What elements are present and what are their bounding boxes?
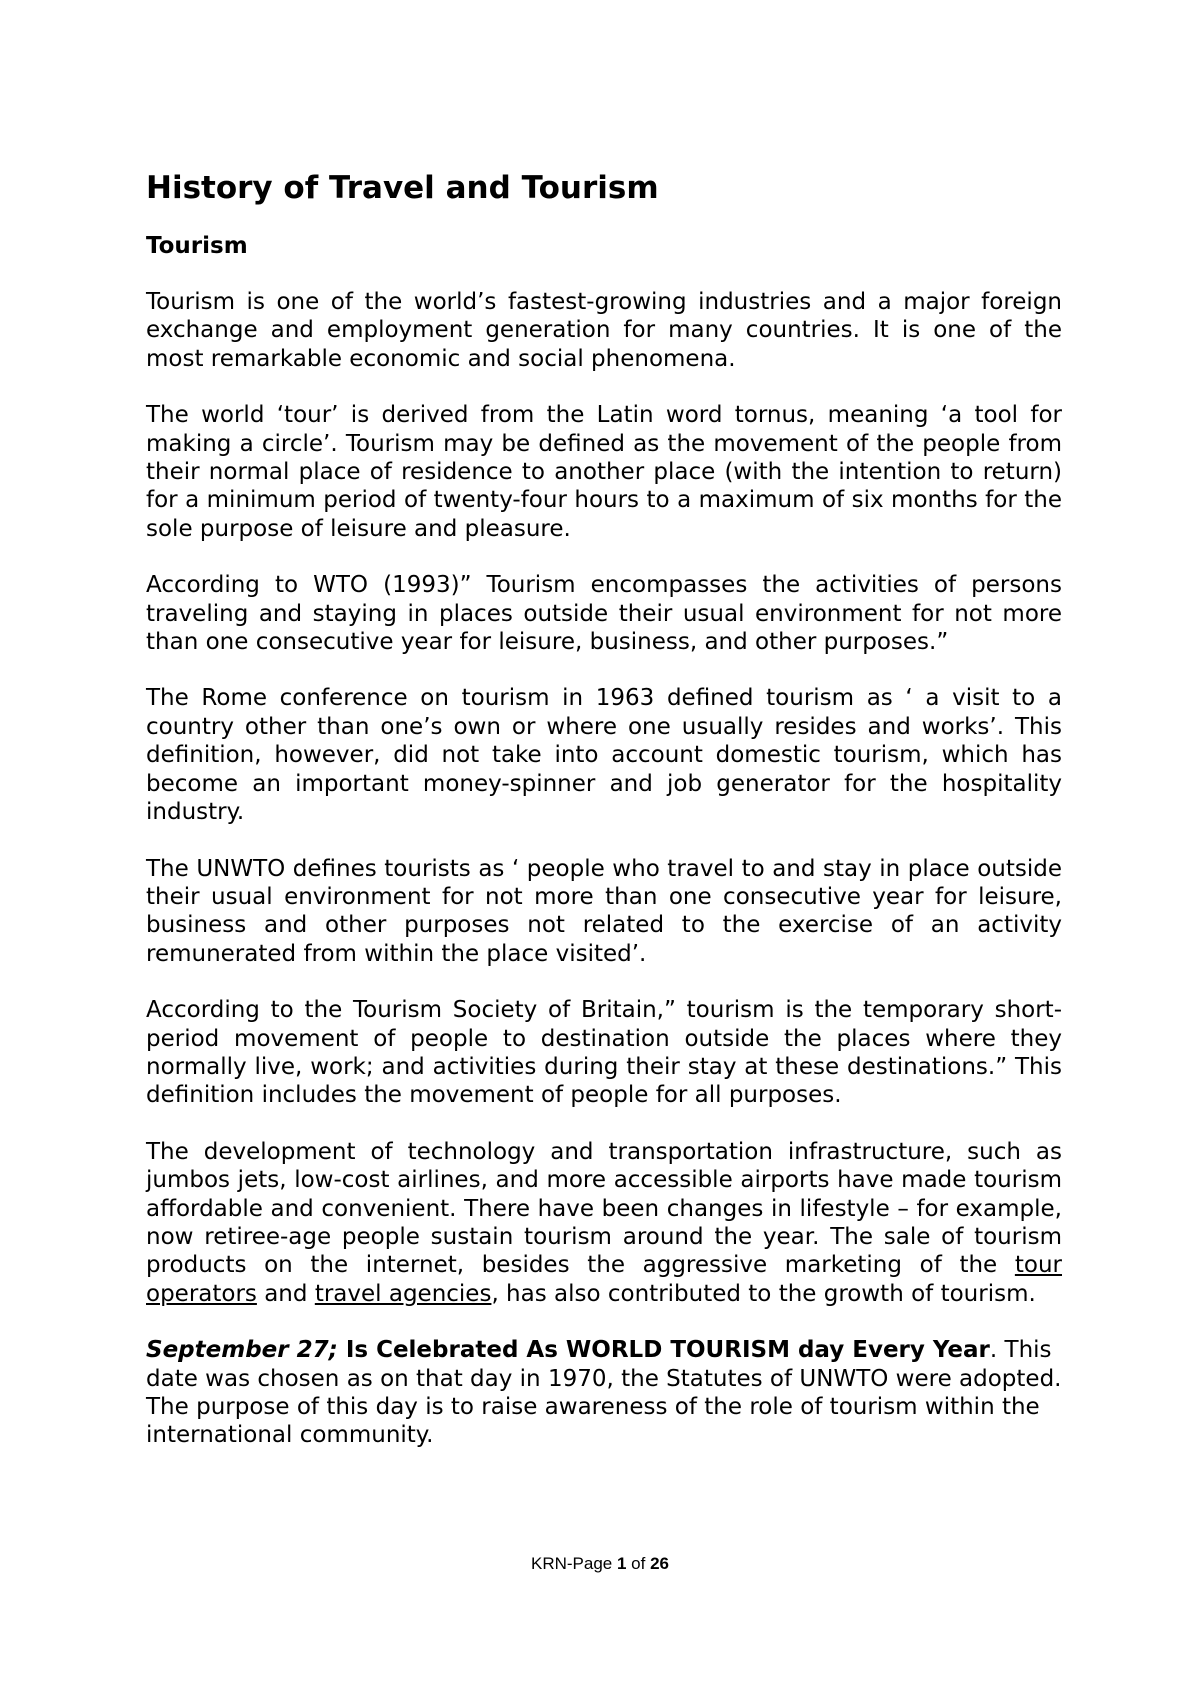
tour-operators-link[interactable]: tour operators — [146, 1252, 1062, 1307]
paragraph-world-tourism-day — [146, 1336, 1062, 1450]
development-text-3: , has also contributed to the growth of tourism. — [491, 1280, 1036, 1307]
paragraph-rome-conference: The Rome conference on tourism in 1963 defined tourism as ‘ a visit to a country other than one’s own or where one usually resides and works’. This definition, however, did not take into account domestic tourism, which has become an important money-spinner and job generator for the hospitality industry. — [146, 685, 1062, 826]
paragraph-unwto-definition: The UNWTO defines tourists as ‘ people who travel to and stay in place outside their usual environment for not more than one consecutive year for leisure, business and other purposes not related to the exercise of an activity remunerated from within the place visited’. — [146, 855, 1062, 967]
paragraph-wto-definition: According to WTO (1993)” Tourism encompasses the activities of persons traveling and staying in places outside their usual environment for not more than one consecutive year for leisure, business, and other purposes.” — [146, 572, 1062, 656]
footer-page-number: 1 — [616, 1554, 627, 1573]
paragraph-intro: Tourism is one of the world’s fastest-growing industries and a major foreign exchange and employment generation for many countries. It is one of the most remarkable economic and social phenomena. — [146, 289, 1062, 372]
travel-agencies-link[interactable]: travel agencies — [314, 1280, 492, 1307]
paragraph-development — [146, 1138, 1062, 1308]
document-title: History of Travel and Tourism — [146, 170, 659, 206]
footer-prefix: KRN-Page — [531, 1554, 617, 1573]
world-tourism-day-body: This date was chosen as on that day in 1970, the Statutes of UNWTO were adopted. The purpose of this day is to raise awareness of the role of tourism within the international community. — [146, 1337, 1062, 1449]
development-text-1: The development of technology and transportation infrastructure, such as jumbos jets, low-cost airlines, and more accessible airports have made tourism affordable and convenient. There have been changes in lifestyle – for example, now retiree-age people sustain tourism around the year. The sale of tourism products on the internet, besides the aggressive marketing of the — [146, 1138, 1062, 1279]
document-page — [146, 168, 1062, 1450]
section-heading-tourism: Tourism — [146, 233, 248, 259]
paragraph-tourism-society-britain: According to the Tourism Society of Britain,” tourism is the temporary short-period movement of people to destination outside the places where they normally live, work; and activities during their stay at these destinations.” This definition includes the movement of people for all purposes. — [146, 997, 1062, 1109]
page-footer — [0, 1554, 1200, 1574]
development-text-2: and — [256, 1280, 315, 1307]
footer-of: of — [626, 1554, 651, 1573]
footer-page-total: 26 — [650, 1554, 669, 1573]
world-tourism-day-period: . — [989, 1337, 998, 1364]
world-tourism-day-date: September 27; — [146, 1337, 338, 1364]
world-tourism-day-heading: Is Celebrated As WORLD TOURISM day Every Year — [337, 1337, 990, 1364]
paragraph-etymology: The world ‘tour’ is derived from the Latin word tornus, meaning ‘a tool for making a circle’. Tourism may be defined as the movement of the people from their normal place of residence to another place (with the intention to return) for a minimum period of twenty-four hours to a maximum of six months for the sole purpose of leisure and pleasure. — [146, 402, 1062, 542]
